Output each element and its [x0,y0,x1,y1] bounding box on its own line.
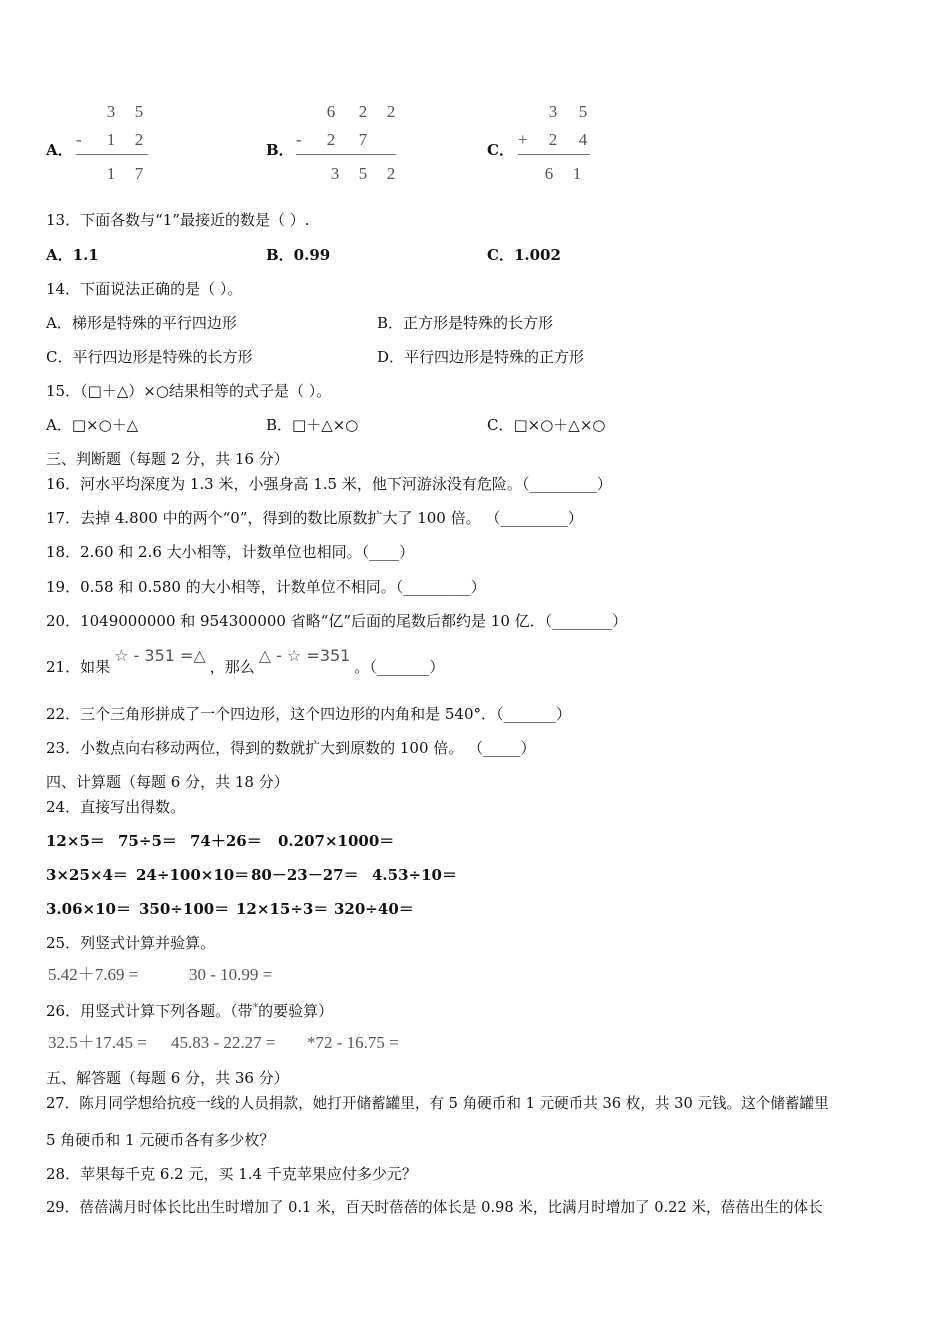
q25-stem: 25．列竖式计算并验算。 [46,934,216,952]
digit: 3 [106,102,116,121]
q21-mid: ，那么 [209,658,255,676]
q21 [46,646,445,677]
digit: 2 [386,164,396,183]
q24-expr: 80－23－27＝ [251,866,359,884]
plus-sign: + [518,130,528,149]
q13-option-a[interactable]: A．1.1 [46,246,99,264]
digit: 2 [386,102,396,121]
q24-expr: 75÷5＝ [118,832,177,850]
q24-stem: 24．直接写出得数。 [46,798,186,816]
digit: 4 [578,130,588,149]
q27-line-2: 5 角硬币和 1 元硬币各有多少枚？ [46,1131,275,1149]
q25-expr-2: 30 - 10.99 = [189,965,273,984]
q12-option-c-label: C． [487,141,514,159]
q14-stem: 14．下面说法正确的是（ ）。 [46,280,243,298]
q24-expr: 24÷100×10＝ [136,866,250,884]
q13-option-c[interactable]: C．1.002 [487,246,561,264]
q24-expr: 0.207×1000＝ [278,832,395,850]
digit: 7 [134,164,144,183]
q26-expr-1: 32.5＋17.45 = [48,1033,147,1052]
q26-expr-2: 45.83 - 22.27 = [171,1033,276,1052]
q24-expr: 3×25×4＝ [46,866,128,884]
q12-option-a-label: A． [46,141,73,159]
q28: 28．苹果每千克 6.2 元，买 1.4 千克苹果应付多少元？ [46,1165,417,1183]
q14-option-b[interactable]: B．正方形是特殊的长方形 [377,314,554,332]
q26-stem [46,1001,333,1023]
q26-stem-b: 的要验算） [258,1002,334,1020]
q13-option-b[interactable]: B．0.99 [266,246,331,264]
sum-line [296,154,396,155]
sum-line [76,154,148,155]
q20: 20．1049000000 和 954300000 省略“亿”后面的尾数后都约是 10 亿．（________） [46,612,628,630]
q14-option-a[interactable]: A．梯形是特殊的平行四边形 [46,314,237,332]
q24-expr: 12×5＝ [46,832,105,850]
digit: 3 [548,102,558,121]
q16: 16．河水平均深度为 1.3 米，小强身高 1.5 米，他下河游泳没有危险。（_________） [46,475,612,493]
q13-stem: 13．下面各数与“1”最接近的数是（ ）. [46,211,310,229]
q17: 17．去掉 4.800 中的两个“0”，得到的数比原数扩大了 100 倍。 （_________） [46,509,583,527]
digit: 5 [358,164,368,183]
q21-expression-2: △ - ☆ =351 [258,646,351,665]
q24-expr: 350÷100＝ [139,900,230,918]
q15-stem: 15．（□＋△）×○结果相等的式子是（ ）。 [46,382,332,400]
digit: 5 [578,102,588,121]
q24-expr: 4.53÷10＝ [372,866,457,884]
digit: 2 [548,130,558,149]
minus-sign: - [76,130,82,149]
minus-sign: - [296,130,302,149]
q15-option-b[interactable]: B．□＋△×○ [266,416,359,434]
q21-prefix: 21．如果 [46,658,111,676]
digit: 1 [106,130,116,149]
q25-expr-1: 5.42＋7.69 = [48,965,139,984]
q14-option-c[interactable]: C．平行四边形是特殊的长方形 [46,348,253,366]
sum-line [518,154,590,155]
section4-heading: 四、计算题（每题 6 分，共 18 分） [46,773,289,791]
q26-expr-3: *72 - 16.75 = [307,1033,399,1052]
q23: 23．小数点向右移动两位，得到的数就扩大到原数的 100 倍。 （_____） [46,739,536,757]
q18: 18．2.60 和 2.6 大小相等，计数单位也相同。（____） [46,543,415,561]
q26-stem-a: 26．用竖式计算下列各题。（带 [46,1002,253,1020]
section5-heading: 五、解答题（每题 6 分，共 36 分） [46,1069,289,1087]
digit: 7 [358,130,368,149]
q24-expr: 74＋26＝ [190,832,262,850]
q19: 19．0.58 和 0.580 的大小相等，计数单位不相同。（_________） [46,578,486,596]
q26-star: * [252,1001,259,1014]
digit: 5 [134,102,144,121]
q15-option-a[interactable]: A．□×○＋△ [46,416,139,434]
digit: 2 [358,102,368,121]
q27-line-1: 27．陈月同学想给抗疫一线的人员捐款，她打开储蓄罐里，有 5 角硬币和 1 元硬币共 36 枚，共 30 元钱。这个储蓄罐里 [46,1095,829,1112]
q12-option-b-label: B． [266,141,294,159]
digit: 1 [572,164,582,183]
q14-option-d[interactable]: D．平行四边形是特殊的正方形 [377,348,585,366]
q24-expr: 3.06×10＝ [46,900,131,918]
digit: 1 [106,164,116,183]
digit: 3 [330,164,340,183]
q21-expression-1: ☆ - 351 =△ [114,646,206,665]
digit: 2 [134,130,144,149]
digit: 6 [544,164,554,183]
q21-suffix: 。（_______） [354,658,445,676]
q15-option-c[interactable]: C．□×○＋△×○ [487,416,606,434]
q24-expr: 320÷40＝ [334,900,414,918]
q29: 29．蓓蓓满月时体长比出生时增加了 0.1 米，百天时蓓蓓的体长是 0.98 米，比满月时增加了 0.22 米，蓓蓓出生的体长 [46,1199,823,1216]
digit: 2 [326,130,336,149]
digit: 6 [326,102,336,121]
q22: 22．三个三角形拼成了一个四边形，这个四边形的内角和是 540°．（_______） [46,705,571,723]
q24-expr: 12×15÷3＝ [236,900,329,918]
section3-heading: 三、判断题（每题 2 分，共 16 分） [46,450,289,468]
